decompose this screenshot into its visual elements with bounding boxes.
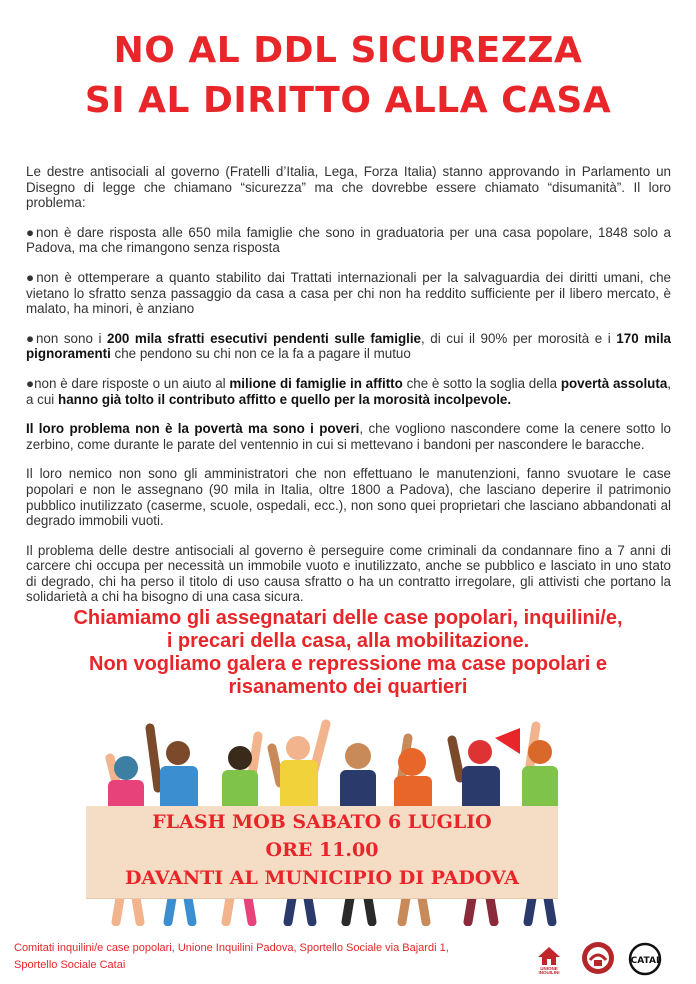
paragraph-poveri: Il loro problema non è la povertà ma sono i poveri, che vogliono nascondere come la cenere sotto lo zerbino, come durante le parate del ventennio in cui si mettevano i bandoni per nascondere le baracche. [26, 421, 671, 452]
footer-organizers [14, 940, 514, 974]
paragraph-criminali: Il problema delle destre antisociali al governo è perseguire come criminali da condannare fino a 7 anni di carcere chi occupa per necessità un immobile vuoto e inutilizzato, anche se pubblico e lasciato in uno stato di degrado, chi ha perso il titolo di uso causa sfratto o ha un contratto irregolare, gli attivisti che portano la solidarietà a chi ha bisogno di una casa sicura. [26, 542, 671, 605]
banner-line-1: FLASH MOB SABATO 6 LUGLIO [152, 811, 492, 833]
page-title-line-1: NO AL DDL SICUREZZA [113, 30, 583, 71]
banner-line-2: ORE 11.00 [265, 839, 379, 861]
page-title-line-2: SI AL DIRITTO ALLA CASA [84, 80, 612, 121]
body-text [26, 164, 671, 619]
catai-logo [628, 942, 664, 976]
intro-paragraph: Le destre antisociali al governo (Fratelli d’Italia, Lega, Forza Italia) stanno approvando in Parlamento un Disegno di legge che chiamano “sicurezza” ma che dovrebbe essere chiamato “disumanità”. Il loro problema: [26, 164, 671, 211]
svg-text:INQUILINI: INQUILINI [538, 970, 560, 974]
point-sfratti: ●non sono i 200 mila sfratti esecutivi pendenti sulle famiglie, di cui il 90% per morosità e i 170 mila pignoramenti che pendono su chi non ce la fa a pagare il mutuo [26, 330, 672, 362]
call-line-2: i precari della casa, alla mobilitazione. [166, 630, 530, 652]
point-graduatoria: ●non è dare risposta alle 650 mila famiglie che sono in graduatoria per una casa popolare, 1848 solo a Padova, ma che rimangono senza risposta [26, 224, 671, 256]
svg-text:CATAI: CATAI [630, 956, 660, 966]
event-banner-text [86, 808, 558, 892]
call-line-4: risanamento dei quartieri [228, 676, 468, 698]
banner-line-3: DAVANTI AL MUNICIPIO DI PADOVA [124, 867, 520, 889]
point-affitto: ●non è dare risposte o un aiuto al milione di famiglie in affitto che è sotto la soglia della povertà assoluta, a cui hanno già tolto il contributo affitto e quello per la morosità incolpevole. [26, 375, 672, 407]
call-line-3: Non vogliamo galera e repressione ma case popolari e [89, 653, 607, 675]
paragraph-nemico: Il loro nemico non sono gli amministratori che non effettuano le manutenzioni, fanno svuotare le case popolari e non le assegnano (90 mila in Italia, oltre 1800 a Padova), che lasciano deperire il patrimonio pubblico inutilizzato (caserme, scuole, ospedali, ecc.), non sono quei proprietari che lasciano abbandonati al degrado immobili vuoti. [26, 466, 671, 529]
footer-line-2: Sportello Sociale Catai [14, 959, 126, 971]
point-trattati: ●non è ottemperare a quanto stabilito dai Trattati internazionali per la salvaguardia dei diritti umani, che vietano lo sfratto senza passaggio da casa a casa per chi non ha reddito sufficiente per il libero mercato, è malato, ha minori, è anziano [26, 269, 671, 317]
call-to-action [0, 607, 696, 699]
call-line-1: Chiamiamo gli assegnatari delle case popolari, inquilini/e, [73, 607, 623, 629]
svg-text:UNIONE: UNIONE [540, 966, 558, 971]
sportello-sociale-logo [580, 940, 616, 976]
footer-line-1: Comitati inquilini/e case popolari, Unione Inquilini Padova, Sportello Sociale via Bajardi 1, [14, 942, 449, 954]
megaphone-icon [495, 728, 520, 754]
unione-inquilini-logo [534, 944, 564, 974]
